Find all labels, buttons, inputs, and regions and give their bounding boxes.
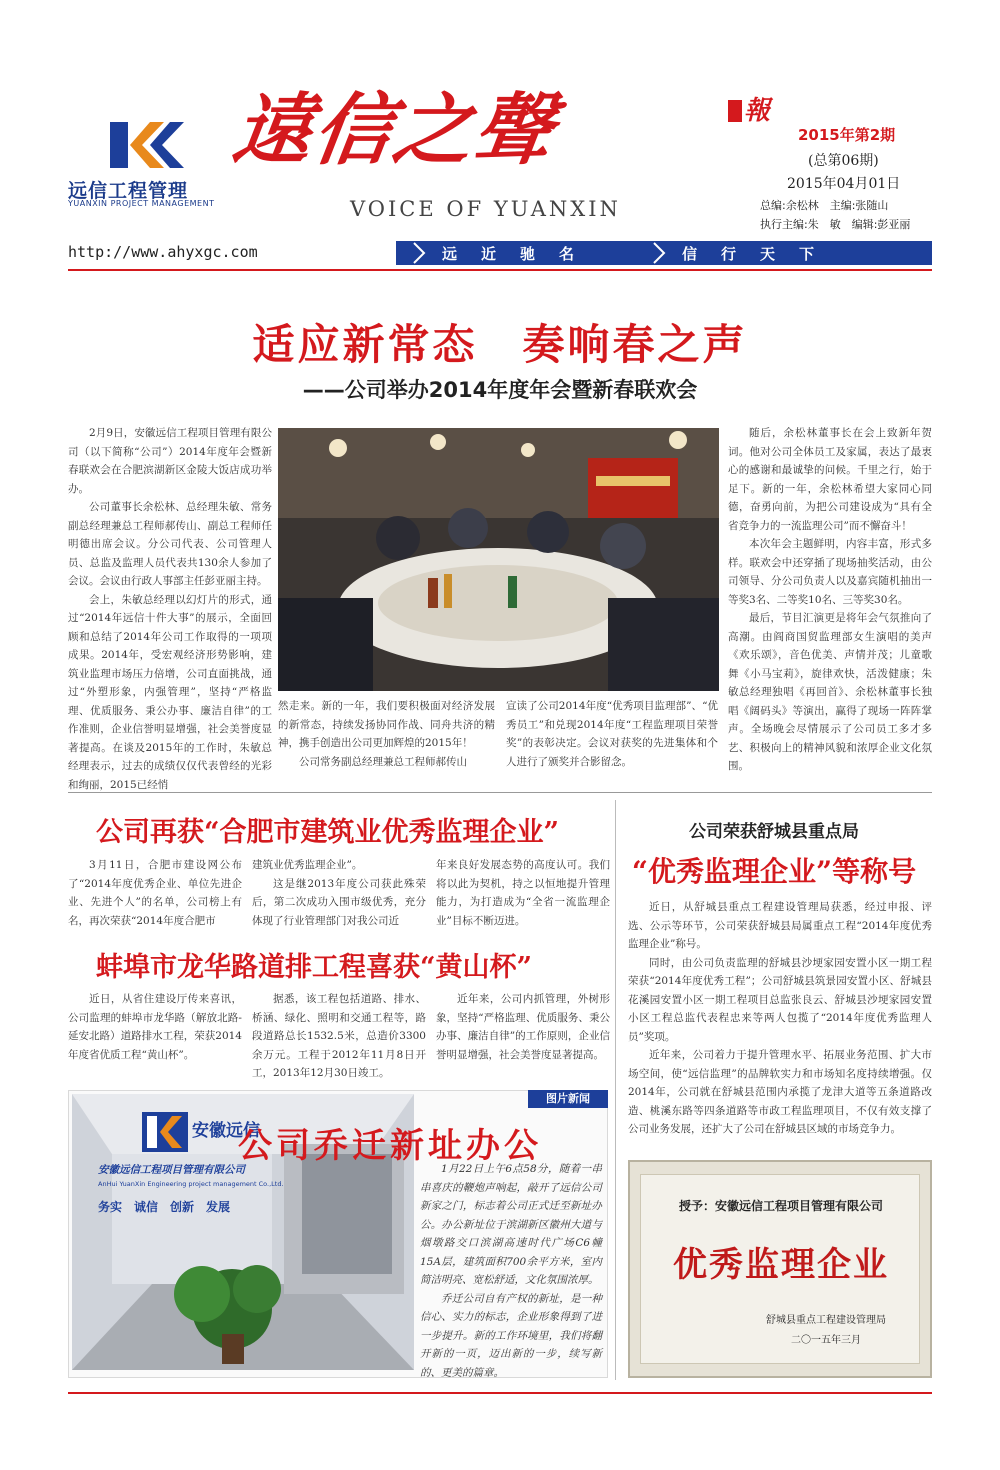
issue-total: (总第06期)	[808, 153, 879, 169]
annual-meeting-photo	[278, 428, 719, 691]
sign-slogan: 务实 诚信 创新 发展	[98, 1200, 231, 1214]
editors-line-1: 总编:余松林 主编:张随山	[760, 199, 889, 212]
article-3-column-1: 近日，从省住建设厅传来喜讯，公司监理的蚌埠市龙华路（解放北路-延安北路）道路排水工程，荣获2014年度省优质工程“黄山杯”。	[68, 993, 242, 1061]
certificate-inner	[640, 1174, 920, 1364]
sign-logo-text: 安徽远信	[192, 1121, 260, 1141]
certificate-recipient: 授予：安徽远信工程项目管理有限公司	[678, 1199, 883, 1213]
article-2-headline: 公司再获“合肥市建筑业优秀监理企业”	[96, 817, 560, 848]
section-divider	[68, 792, 932, 793]
award-certificate	[628, 1160, 932, 1378]
issue-date: 2015年04月01日	[787, 176, 901, 192]
company-logo-icon	[108, 120, 186, 170]
article-2-column-3: 年来良好发展态势的高度认可。我们将以此为契机，持之以恒地提升管理能力，为打造成为“全省一流监理企业”目标不断迈进。	[436, 859, 610, 927]
issue-number: 2015年第2期	[798, 126, 896, 144]
editors-line-2: 执行主编:朱 敏 编辑:彭亚丽	[760, 218, 911, 231]
newspaper-title-suffix: 報	[744, 96, 771, 126]
slogan-left: 远近驰名	[442, 245, 599, 263]
company-name: 远信工程管理	[68, 180, 189, 202]
lead-column-4: 随后，余松林董事长在会上致新年贺词。他对公司全体员工及家属，表达了最衷心的感谢和最诚挚的问候。千里之行，始于足下。新的一年，余松林希望大家同心同德，奋勇向前，为把公司建设成为“具有全省竞争力的一流监理公司”而不懈奋斗！ 本次年会主题鲜明，内容丰富，形式多样。联欢会中还穿插了现场抽奖活动，由公司领导、分公司负责人以及嘉宾随机抽出一等奖3名、二等奖10名、三等奖30名。 最后，节目汇演更是将年会气氛推向了高潮。由阎商国贸监理部女生演唱的美声《欢乐颂》，音色优美、声情并茂；儿童歌舞《小马宝莉》，旋律欢快，活泼健康；朱敏总经理独唱《再回首》、余松林董事长独唱《阔码头》等演出，赢得了现场一阵阵掌声。全场晚会尽情展示了公司员工多才多艺、积极向上的精神风貌和浓厚企业文化氛围。	[728, 427, 932, 772]
side-headline: “优秀监理企业”等称号	[631, 855, 917, 888]
article-2-column-1: 3月11日，合肥市建设网公布了“2014年度优秀企业、单位先进企业、先进个人”的名单，公司榜上有名，再次荣获“2014年度合肥市	[68, 859, 242, 927]
certificate-award: 优秀监理企业	[673, 1245, 889, 1285]
certificate-date: 二〇一五年三月	[791, 1335, 861, 1346]
footer-rule	[68, 1392, 932, 1394]
banquet-hall-image	[278, 428, 719, 691]
lead-column-2: 然走来。新的一年，我们要积极面对经济发展的新常态，持续发扬协同作战、同舟共济的精神，携手创造出公司更加辉煌的2015年！ 公司常务副总经理兼总工程师郝传山	[278, 700, 495, 768]
photo-news-headline: 公司乔迁新址办公	[238, 1126, 542, 1166]
company-name-en: YUANXIN PROJECT MANAGEMENT	[68, 199, 215, 208]
article-2-column-2: 建筑业优秀监理企业”。 这是继2013年度公司获此殊荣后，第二次成功入围市级优秀，充分体现了行业管理部门对我公司近	[252, 859, 426, 927]
website-url[interactable]: http://www.ahyxgc.com	[68, 243, 258, 261]
article-3-column-3: 近年来，公司内抓管理，外树形象，坚持“严格监理、优质服务、秉公办事、廉洁自律”的工作原则，企业信誉明显增强，社会美誉度显著提高。	[436, 993, 610, 1061]
lead-column-3: 宣读了公司2014年度“优秀项目监理部”、“优秀员工”和兑现2014年度“工程监理项目荣誉奖”的表彰决定。会议对获奖的先进集体和个人进行了颁奖并合影留念。	[506, 700, 718, 768]
lead-column-1: 2月9日，安徽远信工程项目管理有限公司（以下简称“公司”）2014年度年会暨新春联欢会在合肥滨湖新区金陵大饭店成功举办。 公司董事长余松林、总经理朱敏、常务副总经理兼总工程师郝传山、副总工程师任明德出席会议。分公司代表、公司管理人员、总监及监理人员代表共130余人参加了会议。会议由行政人事部主任彭亚丽主持。 会上，朱敏总经理以幻灯片的形式，通过“2014年远信十件大事”的展示，全面回顾和总结了2014年公司工作取得的一项项成果。2014年，受宏观经济形势影响，建筑业监理市场压力倍增，公司直面挑战，通过“外塑形象，内强管理”，坚持“严格监理、优质服务、秉公办事、廉洁自律”的工作准则，企业信誉明显增强，社会美誉度显著提高。在谈及2015年的工作时，朱敏总经理表示，过去的成绩仅仅代表曾经的光彩和绚丽，2015已经悄	[68, 427, 272, 791]
article-3-headline: 蚌埠市龙华路道排工程喜获“黄山杯”	[96, 952, 533, 983]
side-article-body: 近日，从舒城县重点工程建设管理局获悉，经过申报、评选、公示等环节，公司荣获舒城县局属重点工程“2014年度优秀监理企业”称号。 同时，由公司负责监理的舒城县沙埂家园安置小区一期工程荣获“2014年度优秀工程”；公司舒城县筑景园安置小区、舒城县花溪园安置小区一期工程项目总监张良云、舒城县沙埂家园安置小区工程总监代表程忠来等两人包揽了“2014年度优秀监理人员”奖项。 近年来，公司着力于提升管理水平、拓展业务范围、扩大市场空间，使“远信监理”的品牌软实力和市场知名度持续增强。仅2014年，公司就在舒城县范围内承揽了龙津大道等五条道路改造、桃溪东路等四条道路等市政工程监理项目，不仅有效支撑了公司业务发展，还扩大了公司在舒城县区域的市场竞争力。	[628, 901, 932, 1135]
lead-headline: 适应新常态 奏响春之声	[252, 320, 748, 369]
sign-company-name: 安徽远信工程项目管理有限公司	[98, 1164, 245, 1176]
lead-subheadline: ——公司举办2014年度年会暨新春联欢会	[302, 378, 698, 402]
newspaper-title: 遠信之聲	[227, 85, 561, 176]
slogan-bar	[396, 241, 932, 265]
photo-news-body: 1月22日上午6点58分，随着一串串喜庆的鞭炮声响起，敲开了远信公司新家之门，标志着公司正式迁至新址办公。办公新址位于滨湖新区徽州大道与烟墩路交口滨湖高速时代广场C6幢15A层，建筑面积700余平方米，室内简洁明亮、宽松舒适，文化氛围浓厚。 乔迁公司自有产权的新址，是一种信心、实力的标志，企业形象得到了进一步提升。新的工作环境里，我们将翻开新的一页，迈出新的一步，续写新的、更美的篇章。	[420, 1163, 602, 1379]
side-pre-headline: 公司荣获舒城县重点局	[689, 822, 859, 842]
red-seal-icon	[728, 100, 742, 122]
chevron-right-icon	[650, 241, 670, 265]
photo-news-tag: 图片新闻	[528, 1090, 608, 1108]
newspaper-title-en: VOICE OF YUANXIN	[350, 197, 621, 221]
slogan-right: 信行天下	[682, 245, 839, 263]
masthead-rule	[68, 269, 932, 271]
certificate-issuer: 舒城县重点工程建设管理局	[766, 1315, 886, 1326]
sign-company-name-en: AnHui YuanXin Engineering project management Co.,Ltd.	[98, 1180, 284, 1188]
chevron-right-icon	[410, 241, 430, 265]
article-3-column-2: 据悉，该工程包括道路、排水、桥涵、绿化、照明和交通工程等，路段道路总长1532.5米，总造价3300余万元。工程于2012年11月8日开工，2013年12月30日竣工。	[252, 993, 426, 1079]
